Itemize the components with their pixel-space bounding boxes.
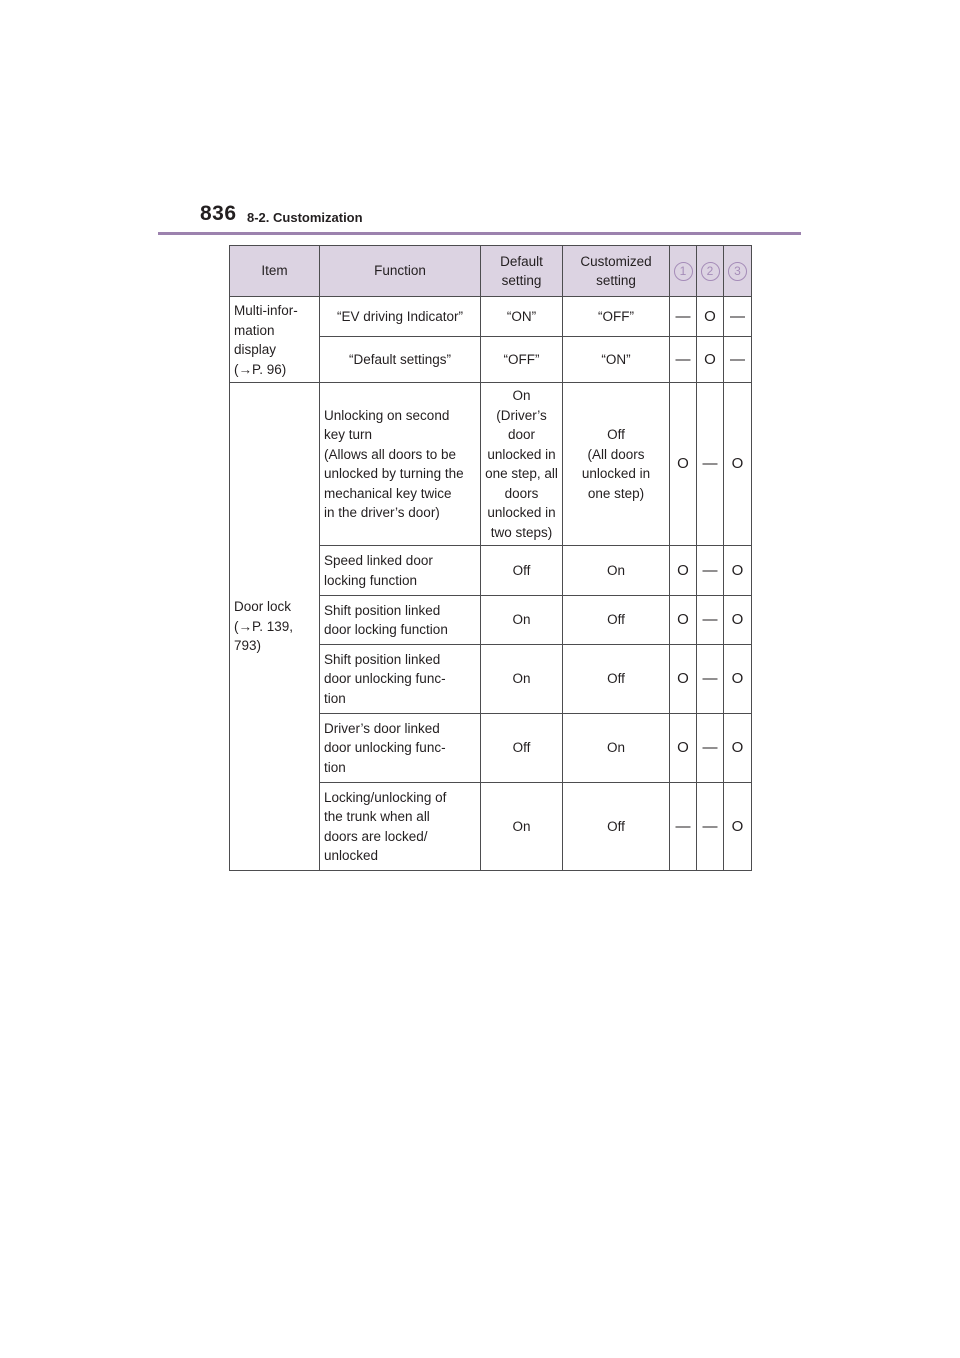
item-line: Multi-infor- xyxy=(234,303,298,318)
function-line: in the driver’s door) xyxy=(324,505,440,520)
function-cell: “Default settings” xyxy=(320,337,481,383)
header-rule xyxy=(158,232,801,235)
customized-line: (All doors xyxy=(587,446,645,462)
mark-cell-1: O xyxy=(670,645,697,714)
default-line: doors xyxy=(504,485,539,501)
table-row xyxy=(230,383,752,546)
mark-cell-1: O xyxy=(670,596,697,645)
default-line: unlocked in xyxy=(487,446,556,462)
customized-cell: “OFF” xyxy=(563,297,670,337)
customization-table xyxy=(229,245,752,871)
mark-cell-2: — xyxy=(697,714,724,783)
column-header-customized: Customized setting xyxy=(563,246,670,297)
section-title: 8-2. Customization xyxy=(247,210,363,225)
function-line: tion xyxy=(324,759,346,775)
column-header-default: Default setting xyxy=(481,246,563,297)
customized-cell xyxy=(563,383,670,546)
function-line: key turn xyxy=(324,427,373,442)
function-line: Locking/unlocking of xyxy=(324,789,447,805)
circled-number-2: 2 xyxy=(701,262,720,281)
column-header-function: Function xyxy=(320,246,481,297)
mark-cell-3: — xyxy=(724,297,752,337)
default-line: (Driver’s xyxy=(496,407,547,423)
function-cell xyxy=(320,645,481,714)
item-cell-door-lock xyxy=(230,383,320,871)
function-cell: “EV driving Indicator” xyxy=(320,297,481,337)
function-cell xyxy=(320,783,481,871)
mark-cell-3: O xyxy=(724,714,752,783)
circled-number-1: 1 xyxy=(674,262,693,281)
mark-cell-2: — xyxy=(697,645,724,714)
mark-cell-2: — xyxy=(697,783,724,871)
customized-cell: On xyxy=(563,714,670,783)
function-line: (Allows all doors to be xyxy=(324,446,457,462)
default-line: two steps) xyxy=(490,524,553,540)
default-cell: Off xyxy=(481,714,563,783)
item-line: Door lock xyxy=(234,599,292,615)
default-cell: On xyxy=(481,596,563,645)
mark-cell-1: — xyxy=(670,297,697,337)
function-line: unlocked xyxy=(324,848,379,863)
item-line: 793) xyxy=(234,638,262,654)
function-line: door unlocking func- xyxy=(324,740,446,756)
mark-cell-1: — xyxy=(670,337,697,383)
function-line: Shift position linked xyxy=(324,602,441,618)
function-line: door locking function xyxy=(324,622,448,637)
mark-cell-3: O xyxy=(724,783,752,871)
mark-cell-3: — xyxy=(724,337,752,383)
function-line: tion xyxy=(324,690,346,706)
function-line: the trunk when all xyxy=(324,809,430,824)
mark-cell-1: — xyxy=(670,783,697,871)
default-line: one step, all xyxy=(485,466,558,481)
customized-line: Off xyxy=(607,427,625,442)
mark-cell-1: O xyxy=(670,546,697,596)
function-cell xyxy=(320,383,481,546)
table-header-row xyxy=(230,246,752,297)
page-number: 836 xyxy=(200,202,237,225)
item-page-reference: (→P. 96) xyxy=(234,361,287,377)
column-header-item: Item xyxy=(230,246,320,297)
default-cell: “ON” xyxy=(481,297,563,337)
function-line: locking function xyxy=(324,572,418,588)
mark-cell-3: O xyxy=(724,546,752,596)
item-line: display xyxy=(234,342,277,357)
item-page-reference: (→P. 139, xyxy=(234,618,294,634)
function-cell xyxy=(320,546,481,596)
customized-line: unlocked in xyxy=(581,466,651,481)
mark-cell-1: O xyxy=(670,383,697,546)
function-cell xyxy=(320,596,481,645)
default-line: unlocked in xyxy=(487,505,556,520)
table-row xyxy=(230,297,752,337)
customized-cell: Off xyxy=(563,596,670,645)
mark-cell-2: — xyxy=(697,596,724,645)
function-line: Driver’s door linked xyxy=(324,720,440,736)
mark-cell-2: — xyxy=(697,546,724,596)
default-cell: Off xyxy=(481,546,563,596)
function-line: Unlocking on second xyxy=(324,407,450,423)
mark-cell-2: — xyxy=(697,383,724,546)
mark-cell-3: O xyxy=(724,596,752,645)
default-cell xyxy=(481,383,563,546)
default-cell: “OFF” xyxy=(481,337,563,383)
function-line: mechanical key twice xyxy=(324,485,452,501)
column-header-1 xyxy=(670,246,697,297)
default-cell: On xyxy=(481,645,563,714)
customized-cell: “ON” xyxy=(563,337,670,383)
function-line: unlocked by turning the xyxy=(324,466,464,481)
mark-cell-3: O xyxy=(724,645,752,714)
function-line: Shift position linked xyxy=(324,651,441,667)
customized-line: one step) xyxy=(587,485,645,501)
item-line: mation xyxy=(234,322,275,338)
column-header-2 xyxy=(697,246,724,297)
customized-cell: Off xyxy=(563,645,670,714)
default-line: On xyxy=(512,388,531,403)
default-cell: On xyxy=(481,783,563,871)
customized-cell: On xyxy=(563,546,670,596)
mark-cell-1: O xyxy=(670,714,697,783)
customized-cell: Off xyxy=(563,783,670,871)
column-header-3 xyxy=(724,246,752,297)
function-line: Speed linked door xyxy=(324,553,433,568)
function-cell xyxy=(320,714,481,783)
mark-cell-3: O xyxy=(724,383,752,546)
item-cell-multi-information-display xyxy=(230,297,320,383)
mark-cell-2: O xyxy=(697,297,724,337)
function-line: doors are locked/ xyxy=(324,828,428,844)
function-line: door unlocking func- xyxy=(324,671,446,687)
default-line: door xyxy=(507,427,536,442)
mark-cell-2: O xyxy=(697,337,724,383)
circled-number-3: 3 xyxy=(728,262,747,281)
